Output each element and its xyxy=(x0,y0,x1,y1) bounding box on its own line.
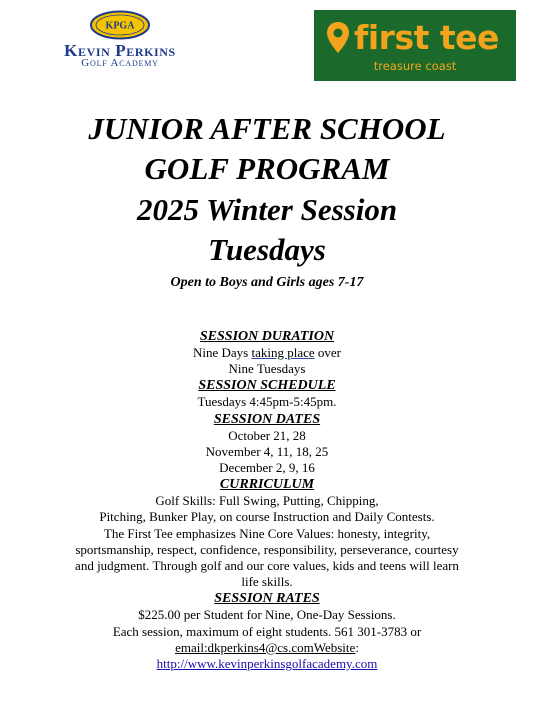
subtitle: Open to Boys and Girls ages 7-17 xyxy=(170,275,364,290)
schedule-line: Tuesdays 4:45pm-5:45pm. xyxy=(197,394,337,410)
schedule-heading: SESSION SCHEDULE xyxy=(198,378,336,394)
curriculum-line: and judgment. Through golf and our core values, kids and teens will learn xyxy=(75,558,459,574)
rates-line-1: $225.00 per Student for Nine, One-Day Sessions. xyxy=(138,607,396,623)
curriculum-line: Golf Skills: Full Swing, Putting, Chipping, xyxy=(155,493,379,509)
kevin-perkins-logo xyxy=(60,10,180,72)
first-tee-logo xyxy=(314,10,516,81)
curriculum-line: Pitching, Bunker Play, on course Instruction and Daily Contests. xyxy=(99,509,435,525)
website-link[interactable]: http://www.kevinperkinsgolfacademy.com xyxy=(156,656,378,672)
curriculum-line: life skills. xyxy=(241,574,293,590)
duration-text-a: Nine Days xyxy=(192,345,252,360)
dates-line: December 2, 9, 16 xyxy=(219,460,315,476)
title-line-2: GOLF PROGRAM xyxy=(144,151,390,186)
rates-heading: SESSION RATES xyxy=(214,591,320,607)
program-details xyxy=(40,328,494,672)
duration-line-2: Nine Tuesdays xyxy=(228,361,306,377)
kpga-badge-icon xyxy=(89,10,151,40)
duration-text-b: over xyxy=(314,345,342,360)
duration-line-1 xyxy=(40,345,494,361)
first-tee-sub: treasure coast xyxy=(373,59,457,73)
title-line-1: JUNIOR AFTER SCHOOL xyxy=(88,111,446,146)
curriculum-heading: CURRICULUM xyxy=(219,477,315,493)
curriculum-line: sportsmanship, respect, confidence, responsibility, perseverance, courtesy xyxy=(75,541,459,557)
svg-text:KPGA: KPGA xyxy=(105,20,135,32)
website-line xyxy=(40,656,494,672)
title-line-4: Tuesdays xyxy=(208,232,326,267)
taking-place-text: taking place xyxy=(251,345,315,360)
dates-line: November 4, 11, 18, 25 xyxy=(205,443,329,459)
email-link[interactable]: email:dkperkins4@cs.comWebsite xyxy=(175,639,356,655)
email-line xyxy=(40,640,494,656)
dates-heading: SESSION DATES xyxy=(213,411,321,427)
kp-sub: Golf Academy xyxy=(81,57,159,69)
first-tee-wordmark: first tee xyxy=(354,18,499,57)
title-line-3: 2025 Winter Session xyxy=(136,192,398,227)
curriculum-line: The First Tee emphasizes Nine Core Values: honesty, integrity, xyxy=(103,525,431,541)
dates-line: October 21, 28 xyxy=(228,427,306,443)
location-pin-icon xyxy=(326,21,350,60)
duration-heading: SESSION DURATION xyxy=(199,329,335,344)
email-suffix: : xyxy=(355,639,359,655)
kp-name: Kevin Perkins xyxy=(64,41,176,60)
rates-line-2: Each session, maximum of eight students. 561 301-3783 or xyxy=(112,623,422,639)
